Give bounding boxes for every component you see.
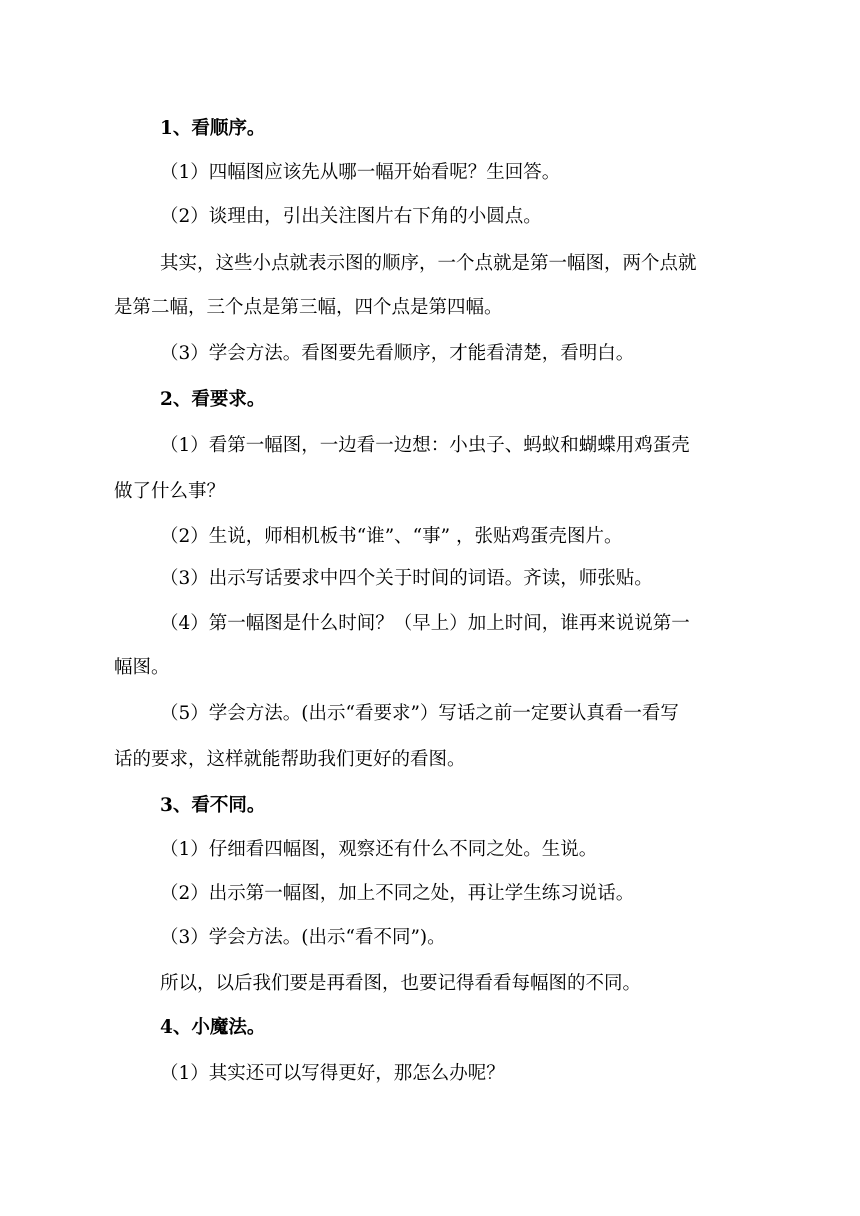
paragraph-line: 做了什么事？ bbox=[114, 481, 226, 502]
paragraph-line: 所以，以后我们要是再看图，也要记得看看每幅图的不同。 bbox=[160, 973, 642, 994]
paragraph-line: （1）仔细看四幅图，观察还有什么不同之处。生说。 bbox=[160, 839, 598, 860]
paragraph-line: （2）生说，师相机板书“谁”、“事” ，张贴鸡蛋壳图片。 bbox=[160, 526, 623, 547]
paragraph-line: （1）其实还可以写得更好，那怎么办呢？ bbox=[160, 1063, 505, 1084]
paragraph-line: （2）出示第一幅图，加上不同之处，再让学生练习说话。 bbox=[160, 883, 635, 904]
paragraph-line: （3）学会方法。看图要先看顺序，才能看清楚，看明白。 bbox=[160, 343, 635, 364]
paragraph-line: （4）第一幅图是什么时间？（早上）加上时间，谁再来说说第一 bbox=[160, 613, 690, 634]
heading-4: 4、小魔法。 bbox=[160, 1017, 266, 1038]
heading-2: 2、看要求。 bbox=[160, 389, 266, 410]
heading-3: 3、看不同。 bbox=[160, 795, 266, 816]
paragraph-line: 话的要求，这样就能帮助我们更好的看图。 bbox=[114, 749, 466, 770]
paragraph-line: （3）出示写话要求中四个关于时间的词语。齐读，师张贴。 bbox=[160, 568, 653, 589]
paragraph-line: 其实，这些小点就表示图的顺序，一个点就是第一幅图，两个点就 bbox=[160, 253, 697, 274]
heading-1: 1、看顺序。 bbox=[160, 118, 266, 139]
paragraph-line: 是第二幅，三个点是第三幅，四个点是第四幅。 bbox=[114, 297, 503, 318]
paragraph-line: （3）学会方法。(出示“看不同”)。 bbox=[160, 927, 446, 948]
paragraph-line: （5）学会方法。(出示“看要求”）写话之前一定要认真看一看写 bbox=[160, 703, 679, 724]
paragraph-line: （1）四幅图应该先从哪一幅开始看呢？生回答。 bbox=[160, 162, 561, 183]
paragraph-line: （2）谈理由，引出关注图片右下角的小圆点。 bbox=[160, 206, 542, 227]
paragraph-line: 幅图。 bbox=[114, 657, 170, 678]
paragraph-line: （1）看第一幅图，一边看一边想：小虫子、蚂蚁和蝴蝶用鸡蛋壳 bbox=[160, 435, 690, 456]
